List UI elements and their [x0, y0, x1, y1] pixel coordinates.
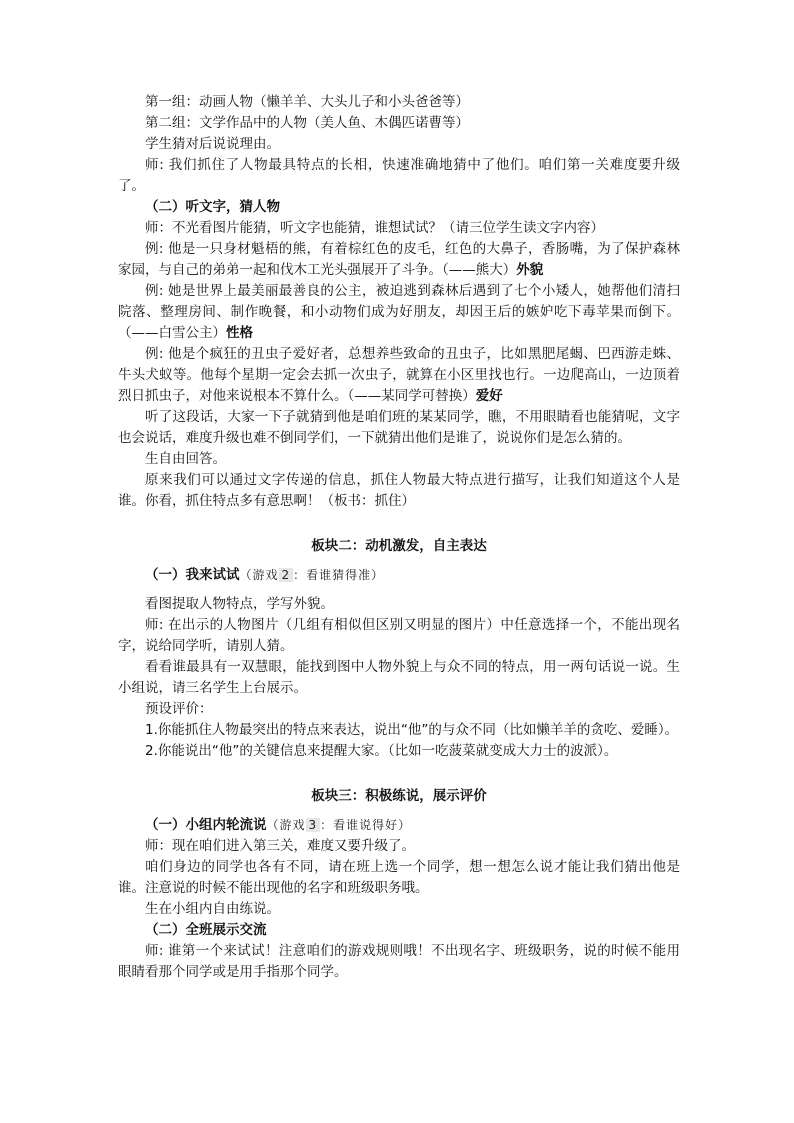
paragraph: 生在小组内自由练说。 [145, 901, 280, 917]
example-paragraph [118, 239, 680, 281]
example-tag: 性格 [226, 325, 253, 341]
game-label: （游戏 3 ：看谁说得好） [266, 818, 412, 832]
example-text: 例: 他是一只身材魁梧的熊，有着棕红色的皮毛，红色的大鼻子，香肠嘴，为了保护森林家园，与自己的弟弟一起和伐木工光头强展开了斗争。（——熊大） [118, 241, 680, 278]
paragraph: 师: 我们抓住了人物最具特点的长相，快速准确地猜中了他们。咱们第一关难度要升级了。 [118, 157, 680, 194]
paragraph: 师：现在咱们进入第三关，难度又要升级了。 [145, 838, 415, 854]
subsection-title: （一）小组内轮流说 [145, 817, 267, 833]
paragraph: 1.你能抓住人物最突出的特点来表达，说出“他”的与众不同（比如懒羊羊的贪吃、爱睡）。 [145, 722, 679, 738]
subsection-title: （二）听文字，猜人物 [145, 199, 280, 215]
example-paragraph [118, 281, 680, 344]
example-tag: 爱好 [475, 388, 503, 404]
subsection-heading [118, 565, 680, 586]
paragraph: 第一组：动画人物（懒羊羊、大头儿子和小头爸爸等） [145, 94, 469, 110]
paragraph: 师：不光看图片能猜，听文字也能猜，谁想试试？（请三位学生读文字内容） [145, 220, 604, 236]
block-title: 板块二：动机激发，自主表达 [311, 538, 487, 554]
example-text: 例: 她是世界上最美丽最善良的公主，被迫逃到森林后遇到了七个小矮人，她帮他们清扫院落、整理房间、制作晚餐，和小动物们成为好朋友，却因王后的嫉妒吃下毒苹果而倒下。（——白雪公主） [118, 283, 680, 341]
game-label: （游戏 2 ：看谁猜得准） [239, 568, 385, 582]
paragraph: 生自由回答。 [145, 451, 226, 467]
paragraph: 学生猜对后说说理由。 [145, 136, 280, 152]
block-title: 板块三：积极练说，展示评价 [311, 788, 487, 804]
paragraph: 看图提取人物特点，学写外貌。 [145, 596, 334, 612]
paragraph: 第二组：文学作品中的人物（美人鱼、木偶匹诺曹等） [145, 115, 469, 131]
subsection-title: （一）我来试试 [145, 567, 240, 583]
document-page [118, 92, 680, 983]
example-paragraph [118, 344, 680, 407]
paragraph: 预设评价： [145, 701, 213, 717]
paragraph: 看看谁最具有一双慧眼，能找到图中人物外貌上与众不同的特点，用一两句话说一说。生小组说，请三名学生上台展示。 [118, 659, 680, 696]
paragraph: 听了这段话，大家一下子就猜到他是咱们班的某某同学，瞧，不用眼睛看也能猜呢，文字也会说话，难度升级也难不倒同学们，一下就猜出他们是谁了，说说你们是怎么猜的。 [118, 409, 680, 446]
subsection-title: （二）全班展示交流 [145, 922, 267, 938]
paragraph: 师: 谁第一个来试试！注意咱们的游戏规则哦！不出现名字、班级职务，说的时候不能用眼睛看那个同学或是用手指那个同学。 [118, 943, 680, 980]
subsection-heading [118, 815, 680, 836]
example-tag: 外貌 [516, 262, 544, 278]
example-text: 例: 他是个疯狂的丑虫子爱好者，总想养些致命的丑虫子，比如黑肥尾蝎、巴西游走蛛、牛头犬蚁等。他每个星期一定会去抓一次虫子，就算在小区里找也行。一边爬高山，一边顶着烈日抓虫子，对他来说根本不算什么。（——某同学可替换） [118, 346, 680, 404]
paragraph: 2.你能说出“他”的关键信息来提醒大家。（比如一吃菠菜就变成大力士的波派）。 [145, 743, 618, 759]
paragraph: 师: 在出示的人物图片（几组有相似但区别又明显的图片）中任意选择一个，不能出现名字，说给同学听，请别人猜。 [118, 617, 680, 654]
paragraph: 原来我们可以通过文字传递的信息，抓住人物最大特点进行描写，让我们知道这个人是谁。你看，抓住特点多有意思啊！（板书：抓住） [118, 472, 680, 509]
paragraph: 咱们身边的同学也各有不同，请在班上选一个同学，想一想怎么说才能让我们猜出他是谁。注意说的时候不能出现他的名字和班级职务哦。 [118, 859, 680, 896]
